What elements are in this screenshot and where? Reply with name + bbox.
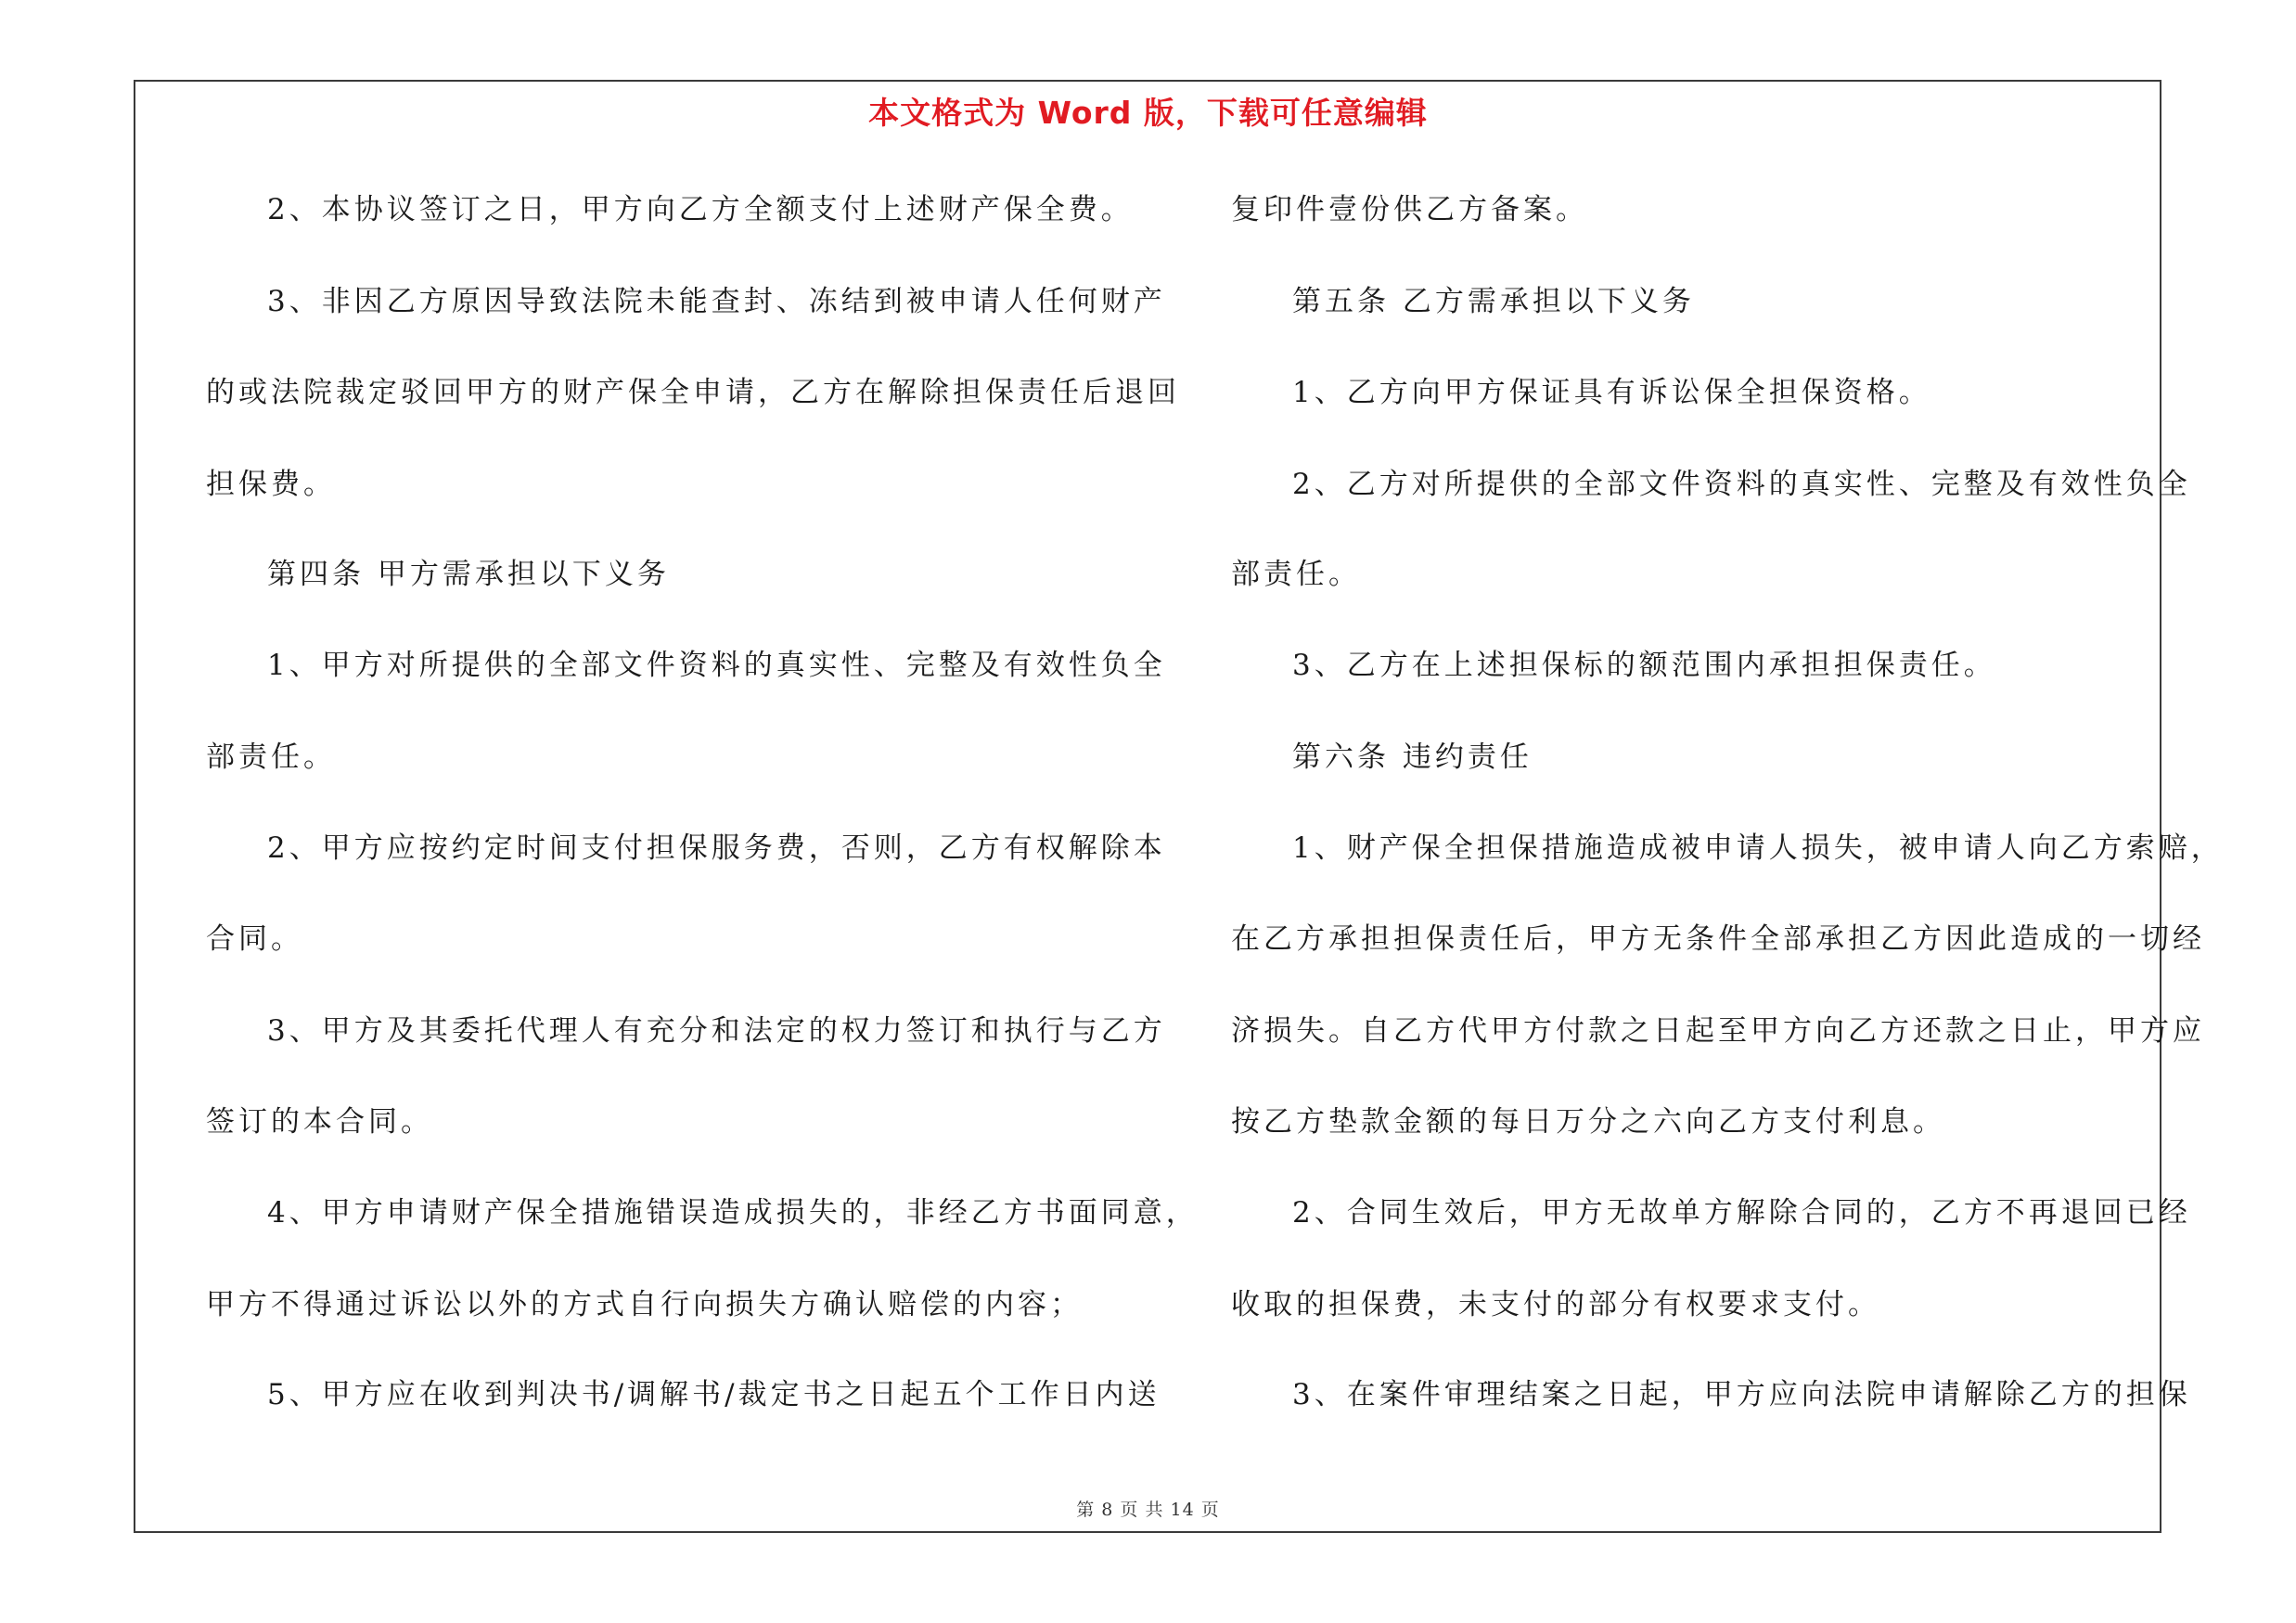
paragraph-line: 5、甲方应在收到判决书/调解书/裁定书之日起五个工作日内送	[267, 1378, 1161, 1411]
format-banner: 本文格式为 Word 版，下载可任意编辑	[868, 95, 1428, 131]
paragraph-line: 2、本协议签订之日，甲方向乙方全额支付上述财产保全费。	[267, 193, 1134, 226]
paragraph-line: 签订的本合同。	[206, 1105, 433, 1139]
paragraph-line: 担保费。	[206, 468, 336, 501]
paragraph-line: 合同。	[206, 922, 303, 956]
paragraph-line: 收取的担保费，未支付的部分有权要求支付。	[1231, 1288, 1880, 1321]
paragraph-line: 3、乙方在上述担保标的额范围内承担担保责任。	[1292, 649, 1996, 682]
paragraph-line: 3、非因乙方原因导致法院未能查封、冻结到被申请人任何财产	[267, 285, 1166, 318]
paragraph-line: 复印件壹份供乙方备案。	[1231, 193, 1588, 226]
paragraph-line: 2、乙方对所提供的全部文件资料的真实性、完整及有效性负全	[1292, 468, 2191, 501]
paragraph-line: 济损失。自乙方代甲方付款之日起至甲方向乙方还款之日止，甲方应	[1231, 1014, 2205, 1048]
paragraph-line: 1、乙方向甲方保证具有诉讼保全担保资格。	[1292, 376, 1931, 409]
paragraph-line: 部责任。	[1231, 558, 1361, 591]
paragraph-line: 3、甲方及其委托代理人有充分和法定的权力签订和执行与乙方	[267, 1014, 1166, 1048]
paragraph-line: 按乙方垫款金额的每日万分之六向乙方支付利息。	[1231, 1105, 1945, 1139]
paragraph-line: 1、财产保全担保措施造成被申请人损失，被申请人向乙方索赔，	[1292, 831, 2224, 865]
paragraph-line: 2、合同生效后，甲方无故单方解除合同的，乙方不再退回已经	[1292, 1196, 2191, 1230]
paragraph-line: 甲方不得通过诉讼以外的方式自行向损失方确认赔偿的内容；	[206, 1288, 1083, 1321]
paragraph-line: 1、甲方对所提供的全部文件资料的真实性、完整及有效性负全	[267, 649, 1166, 682]
section-heading: 第六条 违约责任	[1292, 741, 1533, 774]
section-heading: 第四条 甲方需承担以下义务	[267, 558, 670, 591]
page-number: 第 8 页 共 14 页	[1076, 1500, 1220, 1520]
section-heading: 第五条 乙方需承担以下义务	[1292, 285, 1695, 318]
paragraph-line: 在乙方承担担保责任后，甲方无条件全部承担乙方因此造成的一切经	[1231, 922, 2205, 956]
paragraph-line: 部责任。	[206, 741, 336, 774]
paragraph-line: 4、甲方申请财产保全措施错误造成损失的，非经乙方书面同意，	[267, 1196, 1199, 1230]
paragraph-line: 的或法院裁定驳回甲方的财产保全申请，乙方在解除担保责任后退回	[206, 376, 1180, 409]
paragraph-line: 3、在案件审理结案之日起，甲方应向法院申请解除乙方的担保	[1292, 1378, 2191, 1411]
paragraph-line: 2、甲方应按约定时间支付担保服务费，否则，乙方有权解除本	[267, 831, 1166, 865]
